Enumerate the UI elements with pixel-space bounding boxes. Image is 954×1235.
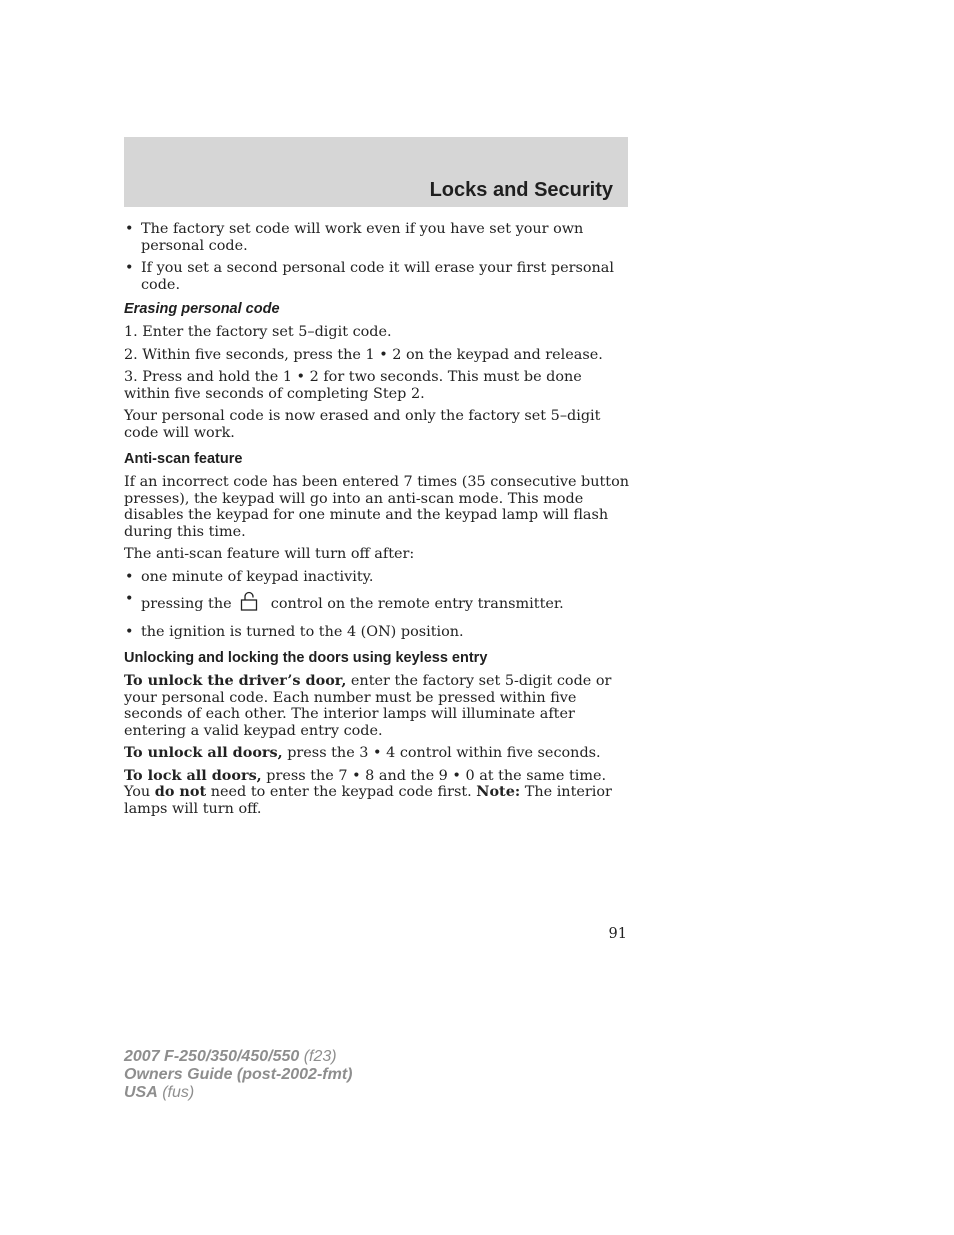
antiscan-paragraph: If an incorrect code has been entered 7 times (35 consecutive button presses), the keypad will go into an anti-scan mode. This mode disables the keypad for one minute and the keypad lamp will flash during this time. (124, 474, 630, 540)
bullet-text: pressing the (141, 596, 232, 612)
bullet-text: control on the remote entry transmitter. (270, 596, 564, 612)
bullet-mark: • (125, 591, 134, 607)
bullet-text: the ignition is turned to the 4 (ON) position. (141, 623, 464, 640)
step-2: 2. Within five seconds, press the 1 • 2 on the keypad and release. (124, 346, 603, 363)
keyless-paragraph-2: To unlock all doors, press the 3 • 4 control within five seconds. (124, 744, 601, 761)
footer-line-3: USA (fus) (124, 1084, 195, 1101)
page-number: 91 (608, 926, 627, 942)
bullet-text: The factory set code will work even if you have set your own personal code. (141, 221, 584, 254)
erasing-result: Your personal code is now erased and only the factory set 5–digit code will work. (124, 408, 601, 441)
bullet-text: If you set a second personal code it will erase your first personal code. (141, 260, 614, 293)
list-item (124, 569, 630, 586)
keyless-paragraph-3: To lock all doors, press the 7 • 8 and the 9 • 0 at the same time. You do not need to enter the keypad code first. Note: The interior lamps will turn off. (124, 766, 612, 817)
heading-erasing-personal-code: Erasing personal code (124, 301, 280, 317)
step-1: 1. Enter the factory set 5–digit code. (124, 324, 392, 340)
section-header-band (124, 137, 628, 207)
step-3: 3. Press and hold the 1 • 2 for two seconds. This must be done within five seconds of completing Step 2. (124, 369, 582, 402)
bullet-mark: • (125, 260, 134, 276)
unlock-icon (240, 591, 258, 616)
bullet-mark: • (125, 568, 134, 585)
page-content (124, 221, 630, 823)
heading-anti-scan: Anti-scan feature (124, 451, 243, 467)
document-footer (124, 1048, 352, 1102)
bullet-mark: • (125, 221, 134, 237)
heading-keyless-entry: Unlocking and locking the doors using keyless entry (124, 650, 488, 666)
list-item (124, 260, 630, 293)
keyless-paragraph-1: To unlock the driver’s door, enter the factory set 5-digit code or your personal code. Each number must be pressed within five seconds of each other. The interior lamps will illuminate after entering a valid keypad entry code. (124, 672, 612, 739)
bullet-text: one minute of keypad inactivity. (141, 568, 374, 585)
footer-line-1: 2007 F-250/350/450/550 (f23) (124, 1048, 337, 1065)
bold-lead: To unlock the driver’s door, (124, 672, 347, 689)
antiscan-intro: The anti-scan feature will turn off after: (124, 546, 415, 562)
bold-lead: To lock all doors, (124, 766, 262, 784)
list-item (124, 221, 630, 254)
list-item (124, 624, 630, 641)
footer-line-2: Owners Guide (post-2002-fmt) (124, 1066, 353, 1083)
section-title: Locks and Security (429, 179, 613, 201)
bullet-mark: • (125, 623, 134, 640)
bold-lead: To unlock all doors, (124, 744, 283, 761)
list-item (124, 591, 630, 616)
